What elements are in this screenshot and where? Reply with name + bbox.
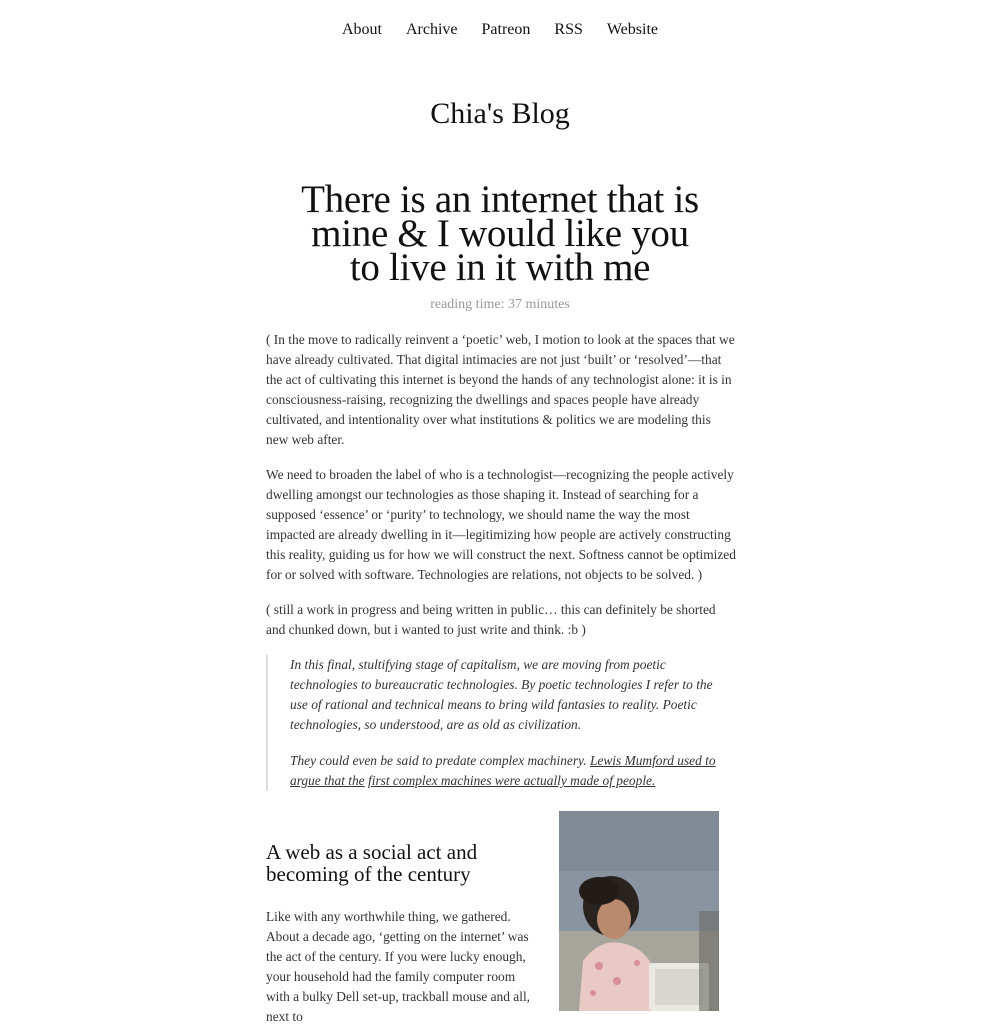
- post-content: [266, 330, 736, 791]
- quote-paragraph: In this final, stultifying stage of capitalism, we are moving from poetic technologies to bureaucratic technologies. By poetic technologies I refer to the use of rational and technical means to bring wild fantasies to reality. Poetic technologies, so understood, are as old as civilization.: [290, 657, 713, 732]
- post-title-line: to live in it with me: [349, 246, 651, 289]
- mumford-link[interactable]: Lewis Mumford used to argue that the: [290, 753, 716, 788]
- nav-patreon-link[interactable]: Patreon: [481, 21, 531, 38]
- nav-archive-link[interactable]: Archive: [405, 21, 458, 38]
- post-title-line: There is an internet that is: [301, 178, 699, 221]
- reading-time: reading time: 37 minutes: [430, 297, 570, 312]
- quote-paragraph: [290, 751, 724, 791]
- section-heading-line: becoming of the century: [266, 862, 471, 886]
- post-title-line: mine & I would like you: [311, 212, 689, 255]
- nav-rss-link[interactable]: RSS: [554, 21, 583, 38]
- section-heading: [266, 841, 536, 885]
- childhood-computer-photo: [559, 811, 719, 1011]
- nav-about-link[interactable]: About: [341, 21, 382, 38]
- post-title: [300, 178, 700, 289]
- quote-text: They could even be said to predate complex machinery.: [290, 753, 590, 768]
- nav-website-link[interactable]: Website: [606, 21, 658, 38]
- blog-title[interactable]: Chia's Blog: [430, 97, 570, 130]
- section-paragraph: Like with any worthwhile thing, we gathered. About a decade ago, ‘getting on the internet’ was the act of the century. If you were lucky enough, your household had the family computer room with a bulky Dell set-up, trackball mouse and all, next to: [266, 909, 531, 1024]
- intro-paragraph: ( In the move to radically reinvent a ‘poetic’ web, I motion to look at the spaces that we have already cultivated. That digital intimacies are not just ‘built’ or ‘resolved’—that the act of cultivating this internet is beyond the hands of any technologist alone: it is in consciousness-raising, recognizing the dwellings and spaces people have already cultivated, and intentionality over what institutions & politics we are modeling this new web after.: [266, 332, 735, 447]
- blockquote: [266, 655, 724, 791]
- section-heading-line: A web as a social act and: [266, 840, 478, 864]
- wip-note-paragraph: ( still a work in progress and being written in public… this can definitely be shorted and chunked down, but i wanted to just write and think. :b ): [266, 602, 716, 637]
- technologist-paragraph: We need to broaden the label of who is a technologist—recognizing the people actively dwelling amongst our technologies as those shaping it. Instead of searching for a supposed ‘essence’ or ‘purity’ to technology, we should name the way the most impacted are already dwelling in it—legitimizing how people are actively constructing this reality, guiding us for how we will construct the next. Softness cannot be optimized for or solved with software. Technologies are relations, not objects to be solved. ): [266, 467, 736, 582]
- complex-machines-link[interactable]: first complex machines were actually made of people.: [368, 773, 656, 788]
- photo-illustration: [559, 811, 719, 1011]
- top-nav: [0, 19, 1000, 41]
